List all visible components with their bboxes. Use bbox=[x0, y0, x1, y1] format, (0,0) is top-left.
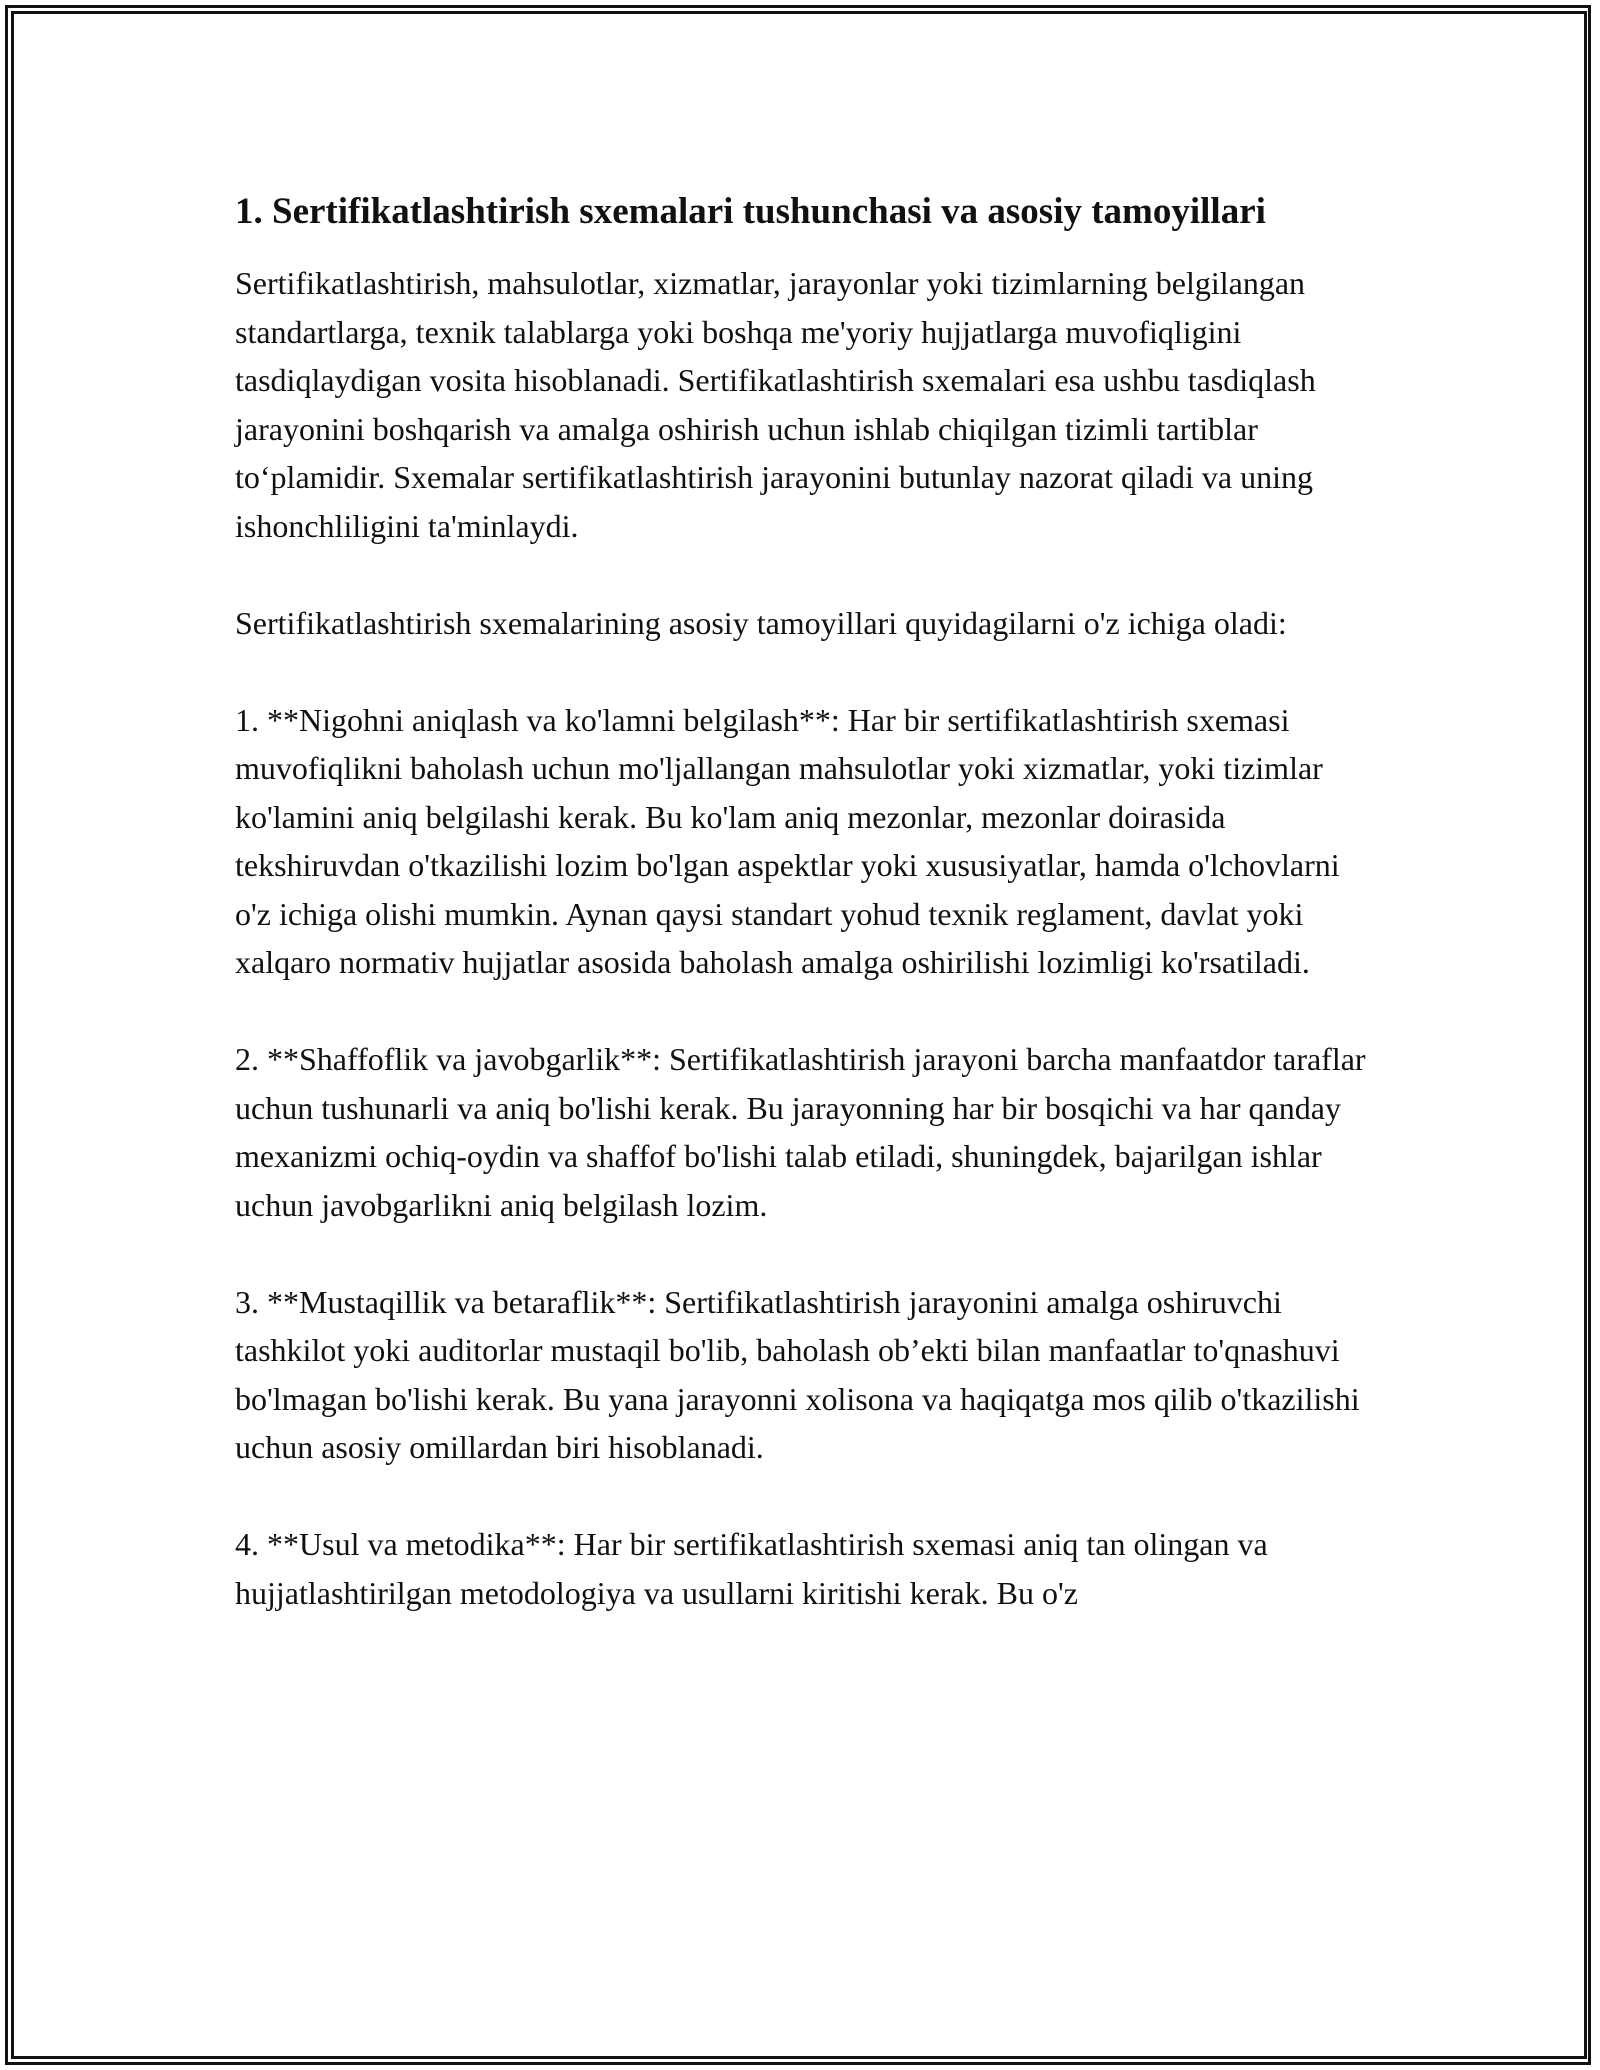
principle-4-paragraph: 4. **Usul va metodika**: Har bir sertifikatlashtirish sxemasi aniq tan olingan va hujjatlashtirilgan metodologiya va usullarni kiritishi kerak. Bu o'z bbox=[235, 1526, 1268, 1611]
principles-intro-paragraph: Sertifikatlashtirish sxemalarining asosiy tamoyillari quyidagilarni o'z ichiga oladi: bbox=[235, 604, 1287, 641]
principle-3-paragraph: 3. **Mustaqillik va betaraflik**: Sertifikatlashtirish jarayonini amalga oshiruvchi tashkilot yoki auditorlar mustaqil bo'lib, baholash ob’ekti bilan manfaatlar to'qnashuvi bo'lmagan bo'lishi kerak. Bu yana jarayonni xolisona va haqiqatga mos qilib o'tkazilishi uchun asosiy omillardan biri hisoblanadi. bbox=[235, 1283, 1360, 1465]
principle-2-paragraph: 2. **Shaffoflik va javobgarlik**: Sertifikatlashtirish jarayoni barcha manfaatdor taraflar uchun tushunarli va aniq bo'lishi kerak. Bu jarayonning har bir bosqichi va har qanday mexanizmi ochiq-oydin va shaffof bo'lishi talab etiladi, shuningdek, bajarilgan ishlar uchun javobgarlikni aniq belgilash lozim. bbox=[235, 1041, 1366, 1223]
document-body bbox=[235, 186, 1375, 1666]
principle-1-paragraph: 1. **Nigohni aniqlash va ko'lamni belgilash**: Har bir sertifikatlashtirish sxemasi muvofiqlikni baholash uchun mo'ljallangan mahsulotlar yoki xizmatlar, yoki tizimlar ko'lamini aniq belgilashi kerak. Bu ko'lam aniq mezonlar, mezonlar doirasida tekshiruvdan o'tkazilishi lozim bo'lgan aspektlar yoki xususiyatlar, hamda o'lchovlarni o'z ichiga olishi mumkin. Aynan qaysi standart yohud texnik reglament, davlat yoki xalqaro normativ hujjatlar asosida baholash amalga oshirilishi lozimligi ko'rsatiladi. bbox=[235, 701, 1340, 980]
section-heading: 1. Sertifikatlashtirish sxemalari tushunchasi va asosiy tamoyillari bbox=[235, 191, 1266, 232]
intro-paragraph: Sertifikatlashtirish, mahsulotlar, xizmatlar, jarayonlar yoki tizimlarning belgilangan standartlarga, texnik talablarga yoki boshqa me'yoriy hujjatlarga muvofiqligini tasdiqlaydigan vosita hisoblanadi. Sertifikatlashtirish sxemalari esa ushbu tasdiqlash jarayonini boshqarish va amalga oshirish uchun ishlab chiqilgan tizimli tartiblar to‘plamidir. Sxemalar sertifikatlashtirish jarayonini butunlay nazorat qiladi va uning ishonchliligini ta'minlaydi. bbox=[235, 265, 1316, 544]
